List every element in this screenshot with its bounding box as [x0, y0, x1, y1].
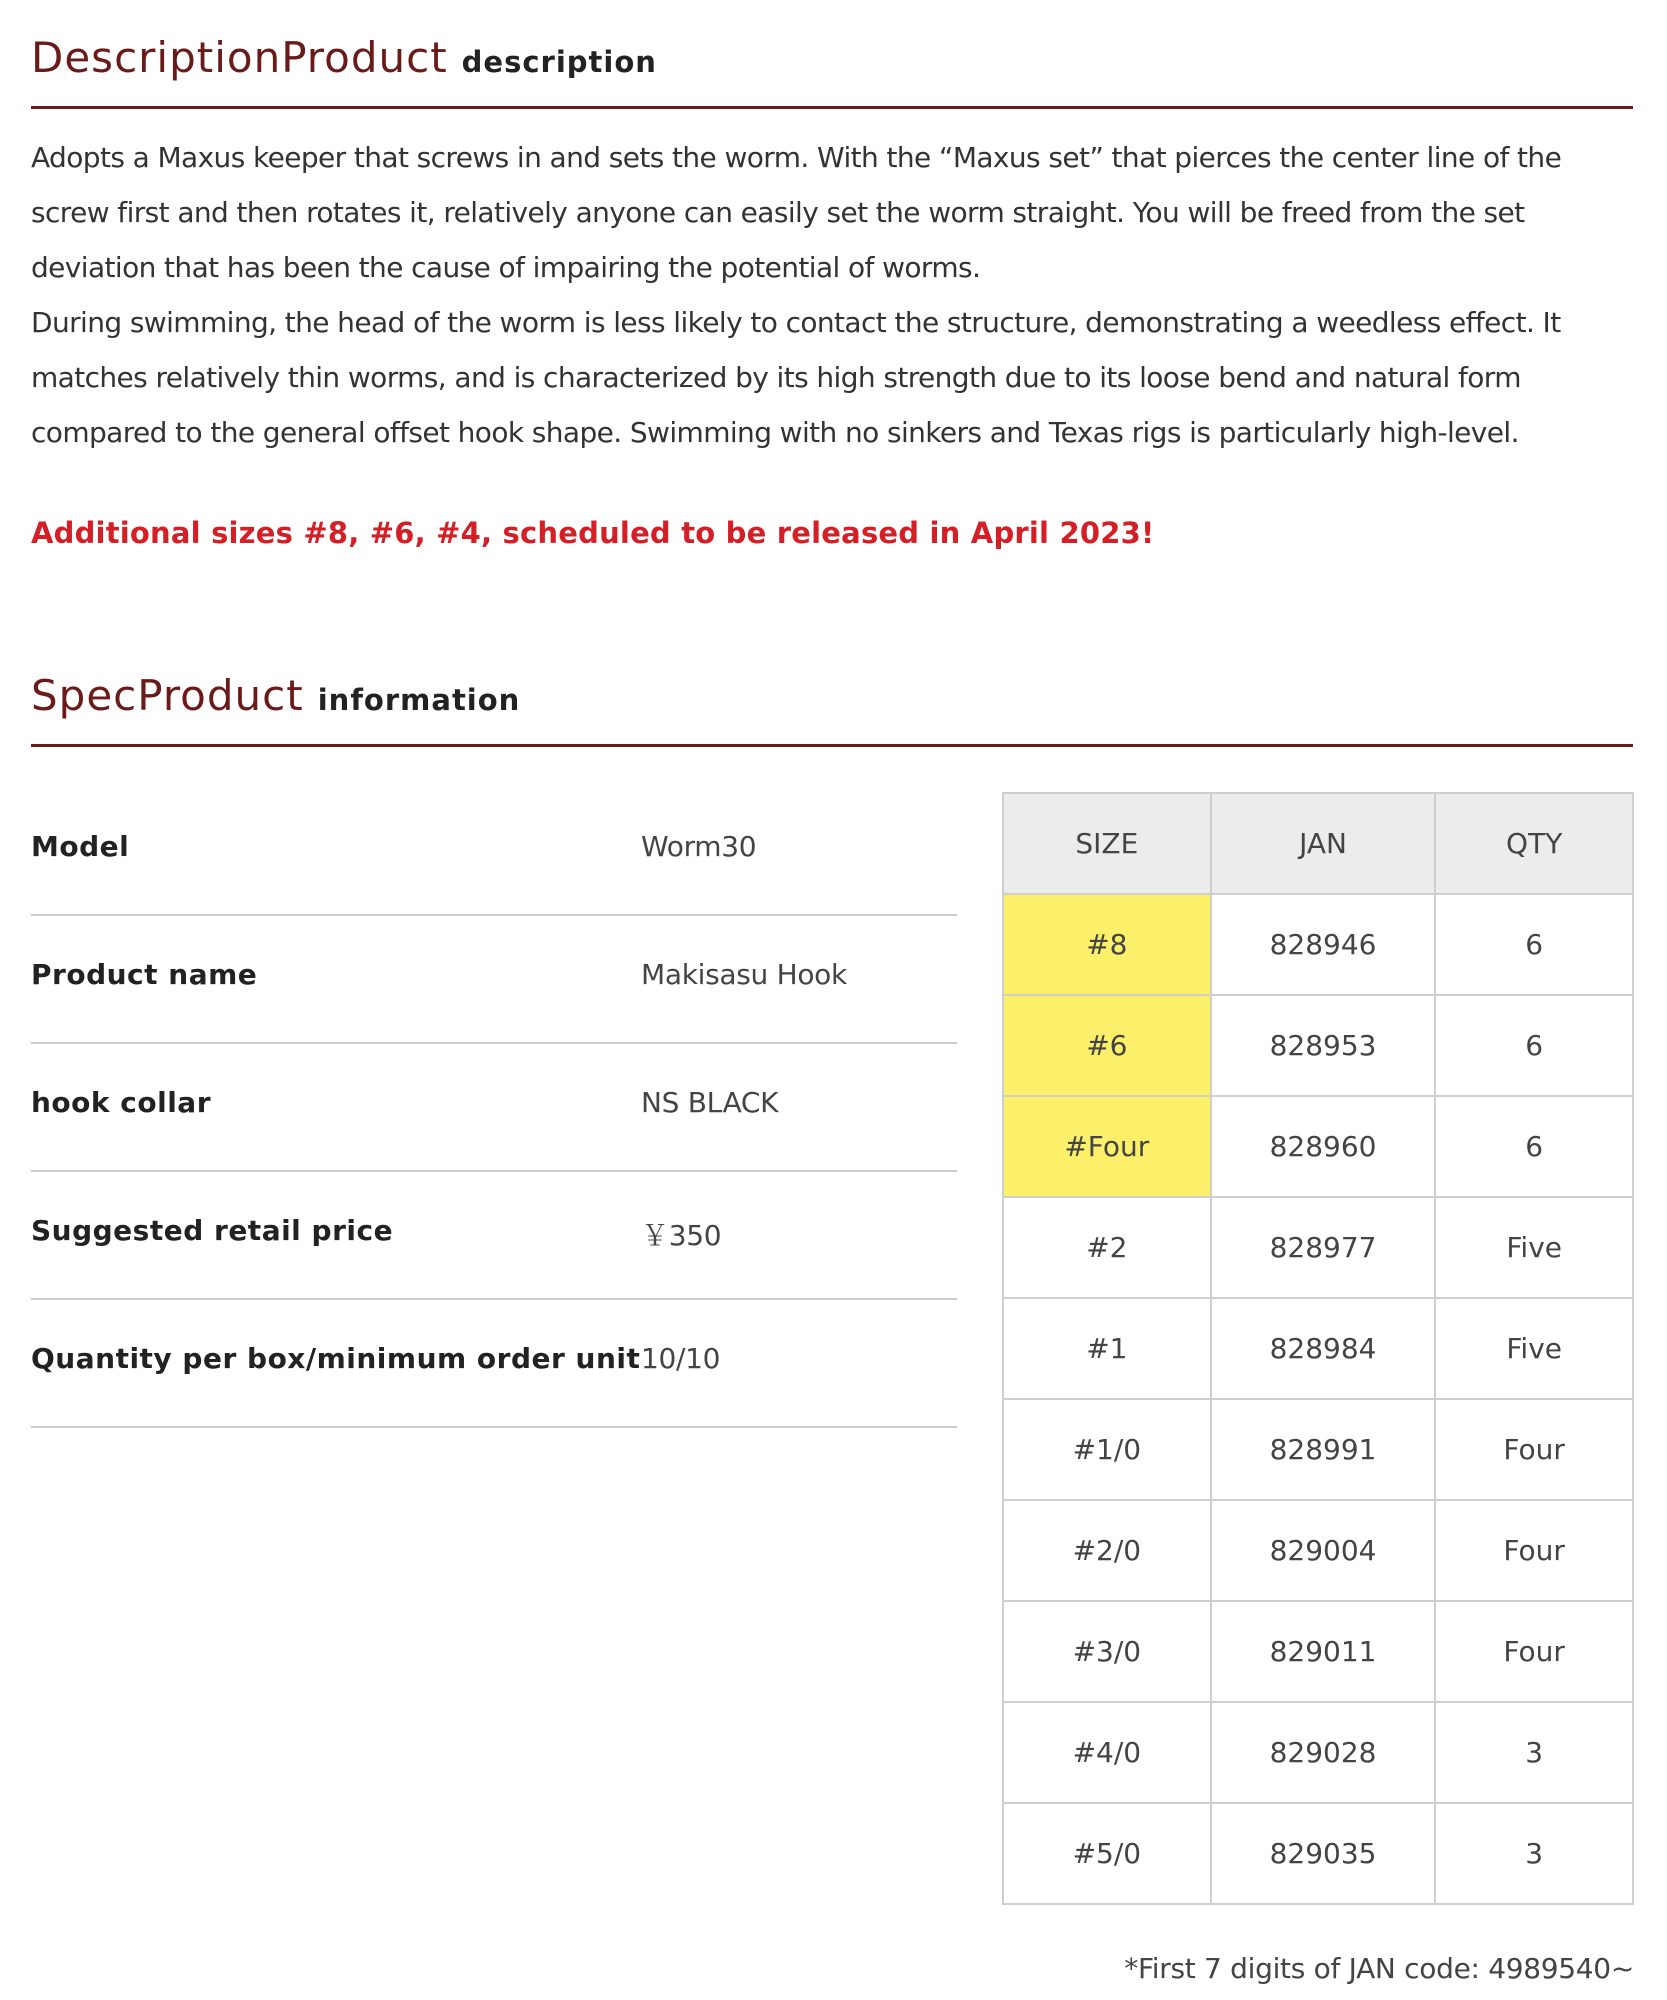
spec-label: Product name: [31, 958, 258, 991]
size-cell: #2/0: [1003, 1500, 1211, 1601]
spec-row-quantity: [31, 1302, 957, 1428]
size-table-body: [1003, 894, 1633, 1904]
size-cell: #2: [1003, 1197, 1211, 1298]
size-cell: #1/0: [1003, 1399, 1211, 1500]
spec-row-model: [31, 790, 957, 916]
spec-heading: [31, 668, 1633, 747]
jan-cell: 828991: [1211, 1399, 1436, 1500]
qty-cell: Four: [1435, 1601, 1633, 1702]
spec-label: Model: [31, 830, 130, 863]
description-paragraph-2: During swimming, the head of the worm is less likely to contact the structure, demonstrating a weedless effect. It matches relatively thin worms, and is characterized by its high strength due to its loose bend and natural form compared to the general offset hook shape. Swimming with no sinkers and Texas rigs is particularly high-level.: [31, 306, 1561, 449]
size-cell: #5/0: [1003, 1803, 1211, 1904]
table-row: [1003, 1500, 1633, 1601]
size-cell: #3/0: [1003, 1601, 1211, 1702]
jan-cell: 829011: [1211, 1601, 1436, 1702]
spec-value: 10/10: [641, 1342, 721, 1375]
spec-subtitle: information: [317, 683, 521, 717]
qty-cell: 6: [1435, 894, 1633, 995]
spec-row-hook-collar: [31, 1046, 957, 1172]
size-table: [1002, 792, 1634, 1905]
spec-label: Suggested retail price: [31, 1214, 394, 1247]
spec-row-price: [31, 1174, 957, 1300]
spec-value: NS BLACK: [641, 1086, 779, 1119]
qty-cell: 3: [1435, 1702, 1633, 1803]
jan-cell: 828946: [1211, 894, 1436, 995]
size-cell: #Four: [1003, 1096, 1211, 1197]
description-subtitle: description: [461, 45, 657, 79]
spec-value: Worm30: [641, 830, 757, 863]
release-notice: Additional sizes #8, #6, #4, scheduled to be released in April 2023!: [31, 516, 1155, 550]
description-paragraph-1: Adopts a Maxus keeper that screws in and sets the worm. With the “Maxus set” that pierces the center line of the screw first and then rotates it, relatively anyone can easily set the worm straight. You will be freed from the set deviation that has been the cause of impairing the potential of worms.: [31, 141, 1562, 284]
spec-label: Quantity per box/minimum order unit: [31, 1342, 641, 1375]
spec-label: hook collar: [31, 1086, 212, 1119]
spec-value: ￥350: [641, 1219, 722, 1252]
jan-cell: 828984: [1211, 1298, 1436, 1399]
spec-list: [31, 790, 957, 1430]
spec-value: Makisasu Hook: [641, 958, 847, 991]
jan-cell: 829035: [1211, 1803, 1436, 1904]
jan-cell: 829028: [1211, 1702, 1436, 1803]
table-row: [1003, 1298, 1633, 1399]
jan-cell: 828960: [1211, 1096, 1436, 1197]
size-cell: #6: [1003, 995, 1211, 1096]
table-row: [1003, 1096, 1633, 1197]
size-cell: #8: [1003, 894, 1211, 995]
description-title: DescriptionProduct: [31, 33, 448, 82]
qty-cell: Five: [1435, 1298, 1633, 1399]
description-body: [31, 130, 1631, 460]
jan-cell: 828953: [1211, 995, 1436, 1096]
size-column-header: SIZE: [1003, 793, 1211, 894]
spec-row-product-name: [31, 918, 957, 1044]
qty-cell: Five: [1435, 1197, 1633, 1298]
description-heading: [31, 30, 1633, 109]
qty-cell: 6: [1435, 1096, 1633, 1197]
size-cell: #1: [1003, 1298, 1211, 1399]
qty-cell: Four: [1435, 1500, 1633, 1601]
table-row: [1003, 1399, 1633, 1500]
table-row: [1003, 1601, 1633, 1702]
qty-cell: Four: [1435, 1399, 1633, 1500]
qty-column-header: QTY: [1435, 793, 1633, 894]
spec-title: SpecProduct: [31, 671, 304, 720]
jan-cell: 828977: [1211, 1197, 1436, 1298]
size-table-header-row: [1003, 793, 1633, 894]
qty-cell: 3: [1435, 1803, 1633, 1904]
qty-cell: 6: [1435, 995, 1633, 1096]
table-row: [1003, 894, 1633, 995]
jan-column-header: JAN: [1211, 793, 1436, 894]
table-row: [1003, 1803, 1633, 1904]
jan-footnote: *First 7 digits of JAN code: 4989540~: [1124, 1952, 1634, 1985]
table-row: [1003, 1197, 1633, 1298]
table-row: [1003, 1702, 1633, 1803]
jan-cell: 829004: [1211, 1500, 1436, 1601]
table-row: [1003, 995, 1633, 1096]
size-cell: #4/0: [1003, 1702, 1211, 1803]
